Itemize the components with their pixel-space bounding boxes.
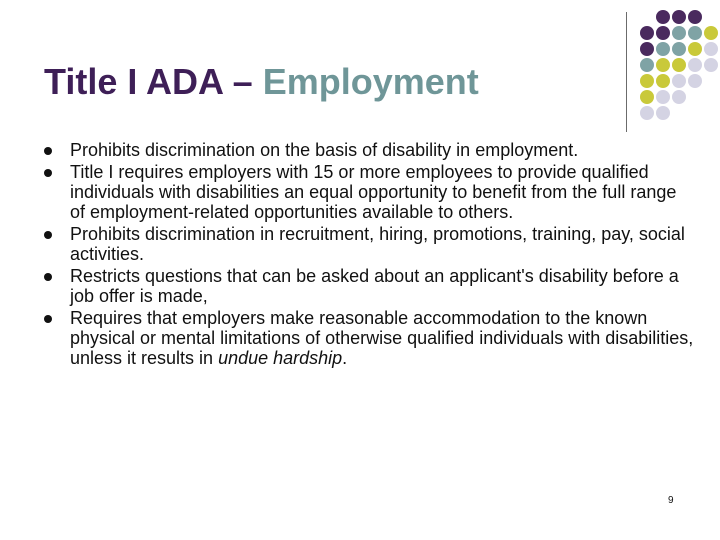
decorative-dot bbox=[672, 26, 686, 40]
decorative-dot bbox=[640, 74, 654, 88]
decorative-dot bbox=[656, 42, 670, 56]
decorative-dot bbox=[688, 10, 702, 24]
decorative-dot bbox=[704, 42, 718, 56]
bullet-text: Title I requires employers with 15 or more employees to provide qualified individuals with disabilities an equal opportunity to benefit from the full range of employment-related opportunities available to others. bbox=[70, 162, 677, 222]
list-item bbox=[44, 308, 694, 368]
decorative-dot bbox=[704, 58, 718, 72]
decorative-dot bbox=[704, 26, 718, 40]
page-number: 9 bbox=[668, 495, 674, 506]
decorative-dot bbox=[656, 106, 670, 120]
decorative-dot bbox=[640, 42, 654, 56]
decorative-dot bbox=[656, 10, 670, 24]
list-item bbox=[44, 266, 694, 306]
decorative-dot bbox=[656, 90, 670, 104]
bullet-icon bbox=[44, 315, 52, 323]
decorative-dot bbox=[640, 58, 654, 72]
decorative-dot bbox=[656, 74, 670, 88]
bullet-icon bbox=[44, 147, 52, 155]
bullet-text: Prohibits discrimination on the basis of disability in employment. bbox=[70, 140, 579, 160]
title-accent: Employment bbox=[262, 61, 479, 102]
decorative-dot bbox=[672, 42, 686, 56]
list-item bbox=[44, 162, 694, 222]
bullet-icon bbox=[44, 169, 52, 177]
decorative-dot bbox=[688, 74, 702, 88]
list-item bbox=[44, 224, 694, 264]
decorative-dot bbox=[672, 10, 686, 24]
bullet-text-main: Requires that employers make reasonable accommodation to the known physical or mental limitations of otherwise qualified individuals with disabilities, unless it results in bbox=[70, 308, 694, 368]
title-main: Title I ADA – bbox=[44, 61, 263, 102]
decorative-dot bbox=[672, 90, 686, 104]
bullet-text-end: . bbox=[342, 348, 348, 368]
decorative-dot bbox=[688, 58, 702, 72]
decorative-dot bbox=[688, 42, 702, 56]
decorative-dot bbox=[656, 58, 670, 72]
bullet-text-emphasis: undue hardship bbox=[218, 348, 343, 368]
bullet-text bbox=[70, 308, 693, 368]
slide-title bbox=[44, 61, 479, 102]
bullet-list bbox=[44, 140, 694, 370]
bullet-icon bbox=[44, 273, 52, 281]
bullet-icon bbox=[44, 231, 52, 239]
decorative-divider bbox=[626, 12, 627, 132]
decorative-dot-grid bbox=[640, 10, 720, 120]
decorative-dot bbox=[640, 90, 654, 104]
decorative-dot bbox=[640, 106, 654, 120]
decorative-dot bbox=[672, 74, 686, 88]
list-item bbox=[44, 140, 694, 160]
bullet-text: Restricts questions that can be asked about an applicant's disability before a job offer is made, bbox=[70, 266, 679, 306]
decorative-dot bbox=[688, 26, 702, 40]
decorative-dot bbox=[640, 26, 654, 40]
decorative-dot bbox=[656, 26, 670, 40]
bullet-text: Prohibits discrimination in recruitment, hiring, promotions, training, pay, social activities. bbox=[70, 224, 685, 264]
decorative-dot bbox=[672, 58, 686, 72]
